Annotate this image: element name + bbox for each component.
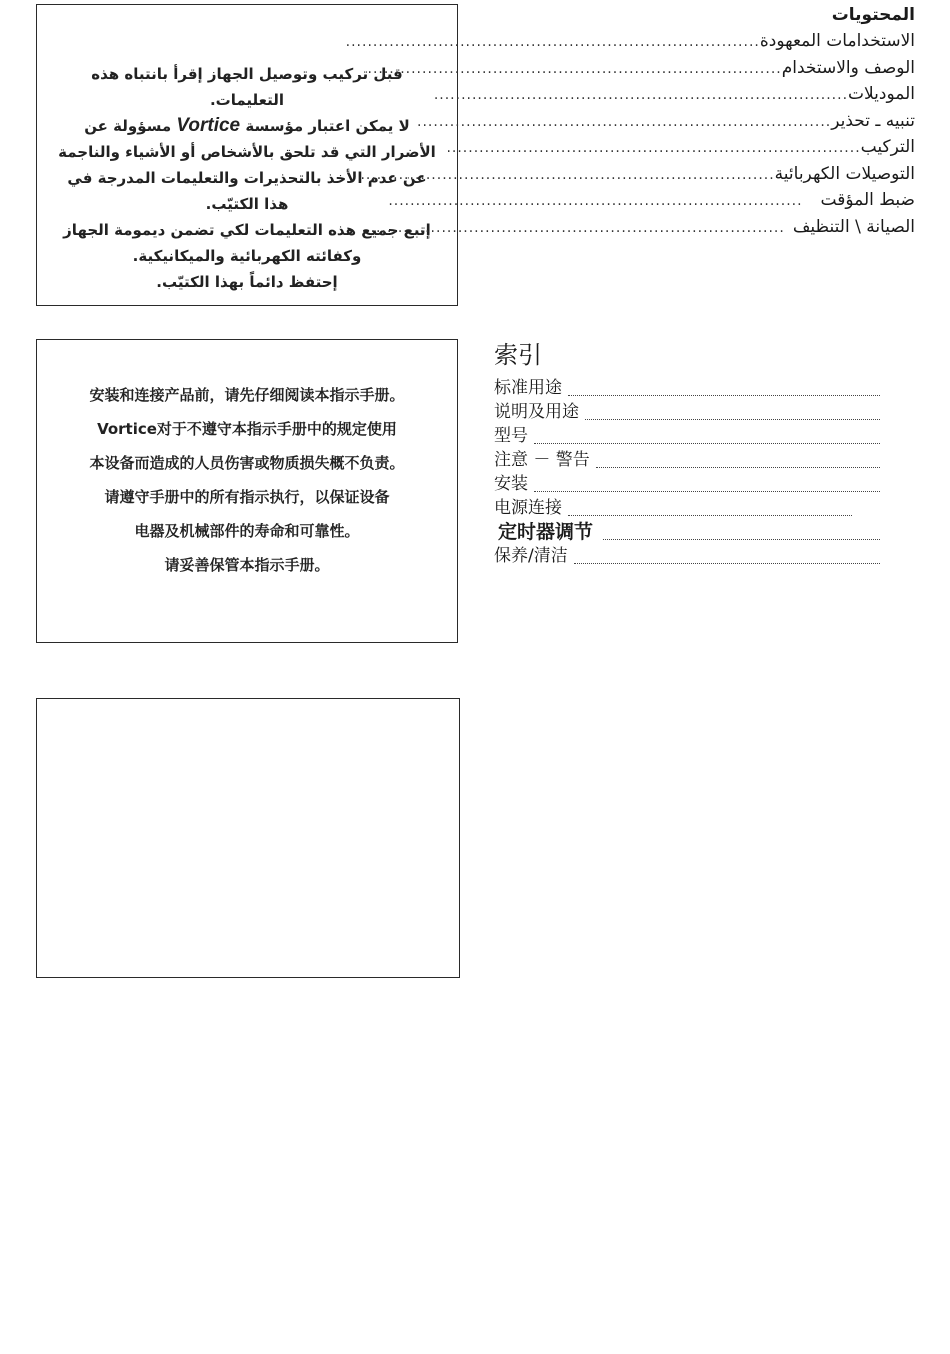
brand-name: Vortice [176,115,241,136]
dot-leader [568,499,852,516]
dot-leader [534,475,880,492]
chinese-notice-line: 请妥善保管本指示手册。 [164,556,330,574]
dot-leader: ............................................................................ [367,60,782,77]
chinese-toc-item: 标准用途 [494,376,880,400]
arabic-toc-item: الموديلات ............................................................................ [505,81,915,108]
arabic-notice-line-3: إتبع جميع هذه التعليمات لكي تضمن ديمومة الجهاز وكفائته الكهربائية والميكانيكية. [63,221,431,265]
arabic-notice-line-2-post: مسؤولة عن الأضرار التي قد تلحق بالأشخاص أو الأشياء والناجمة عن عدم الأخذ بالتحذيرات والتعليمات المدرجة في هذا الكتيّب. [58,117,436,213]
arabic-toc-item: ضبط المؤقت ............................................................................ [505,187,915,214]
chinese-toc-item: 型号 [494,424,880,448]
arabic-notice-line-1: قبل تركيب وتوصيل الجهاز إقرأ بانتباه هذه التعليمات. [91,65,403,109]
dot-leader [574,547,880,564]
arabic-toc-item: الوصف والاستخدام ............................................................................ [505,55,915,82]
arabic-toc-title: المحتويات [831,5,915,25]
dot-leader: ............................................................................ [446,140,861,156]
dot-leader [585,403,880,420]
chinese-notice-line: 电器及机械部件的寿命和可靠性。 [134,522,360,540]
arabic-toc-item: تنبيه ـ تحذير ............................................................................ [505,108,915,135]
dot-leader: ............................................................................ [433,87,849,103]
chinese-notice-line: 本设备而造成的人员伤害或物质损失概不负责。 [89,454,405,472]
chinese-toc-item: 安装 [494,472,880,496]
dot-leader: ............................................................................ [417,113,832,130]
dot-leader: ............................................................................ [360,166,775,183]
chinese-notice-text [47,378,447,582]
arabic-toc-item: الصيانة \ التنظيف ............................................................................ [505,214,915,241]
arabic-toc [345,2,915,240]
arabic-notice-line-2-pre: لا يمكن اعتبار مؤسسة [245,117,410,135]
chinese-toc-item: 说明及用途 [494,400,880,424]
chinese-toc-item: 保养/清洁 [494,544,880,568]
chinese-toc-item: 定时器调节 [494,520,880,544]
chinese-notice-line: 请遵守手册中的所有指示执行，以保证设备 [104,488,390,506]
chinese-toc-item: 电源连接 [494,496,880,520]
dot-leader [534,427,880,444]
dot-leader [568,379,880,396]
dot-leader: ............................................................................ [388,193,803,209]
arabic-toc-item: الاستخدامات المعهودة ............................................................................ [505,28,915,55]
dot-leader [603,523,880,540]
arabic-toc-item: التوصيلات الكهربائية ............................................................................ [505,161,915,188]
arabic-toc-item: التركيب ............................................................................ [505,134,915,161]
dot-leader: ............................................................................ [370,219,785,236]
chinese-toc-item: 注意 － 警告 [494,448,880,472]
arabic-notice-line-4: إحتفظ دائماً بهذا الكتيّب. [156,273,338,291]
dot-leader: ............................................................................ [345,34,760,50]
chinese-notice-box [36,339,458,643]
blank-box [36,698,460,978]
chinese-notice-line: Vortice对于不遵守本指示手册中的规定使用 [97,420,397,438]
chinese-toc [494,338,880,568]
chinese-toc-title: 索引 [494,341,542,369]
dot-leader [596,451,880,468]
chinese-notice-line: 安装和连接产品前，请先仔细阅读本指示手册。 [89,386,405,404]
